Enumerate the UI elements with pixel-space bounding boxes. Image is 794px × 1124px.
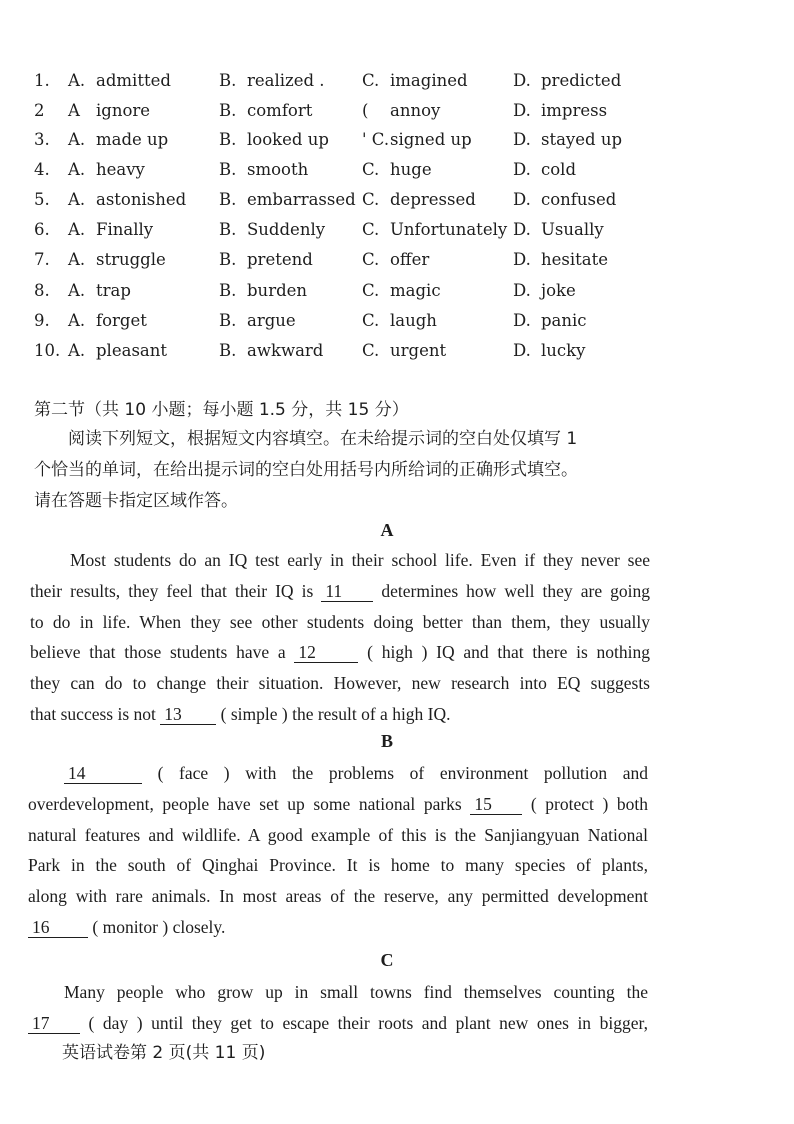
option-letter: B. bbox=[219, 311, 237, 330]
question-number: 9. bbox=[34, 311, 50, 330]
passage-c bbox=[28, 977, 648, 1039]
passage-line: 16 ( monitor ) closely. bbox=[28, 912, 648, 943]
option-a[interactable] bbox=[68, 219, 153, 241]
option-letter: B. bbox=[219, 101, 237, 120]
option-text: struggle bbox=[96, 250, 166, 269]
option-a[interactable] bbox=[68, 100, 150, 122]
question-row bbox=[34, 70, 674, 100]
question-number: 2 bbox=[34, 101, 45, 120]
option-d[interactable] bbox=[513, 70, 621, 92]
option-letter: A. bbox=[68, 71, 86, 90]
option-b[interactable] bbox=[219, 310, 296, 332]
option-text: magic bbox=[390, 281, 441, 300]
question-number: 8. bbox=[34, 281, 50, 300]
option-letter: ( bbox=[362, 101, 369, 120]
option-a[interactable] bbox=[68, 340, 167, 362]
question-number: 1. bbox=[34, 71, 50, 90]
option-text: huge bbox=[390, 160, 432, 179]
option-letter: A. bbox=[68, 160, 86, 179]
option-text: cold bbox=[541, 160, 577, 179]
option-b[interactable] bbox=[219, 100, 312, 122]
option-text: Finally bbox=[96, 220, 154, 239]
option-letter: C. bbox=[362, 281, 380, 300]
question-row bbox=[34, 100, 674, 130]
page-footer: 英语试卷第 2 页(共 11 页) bbox=[62, 1043, 266, 1063]
option-letter: A. bbox=[68, 250, 86, 269]
option-letter: D. bbox=[513, 130, 531, 149]
passage-line: believe that those students have a 12 ( high ) IQ and that there is nothing bbox=[30, 642, 650, 663]
option-c[interactable] bbox=[362, 70, 468, 92]
option-text: imagined bbox=[390, 71, 468, 90]
option-text: offer bbox=[390, 250, 430, 269]
option-a[interactable] bbox=[68, 189, 186, 211]
option-c[interactable] bbox=[362, 129, 472, 151]
option-d[interactable] bbox=[513, 100, 607, 122]
answer-blank-15[interactable]: 15 bbox=[470, 794, 522, 815]
option-text: lucky bbox=[541, 341, 586, 360]
option-d[interactable] bbox=[513, 129, 622, 151]
question-number: 4. bbox=[34, 160, 50, 179]
option-text: hesitate bbox=[541, 250, 608, 269]
option-text: laugh bbox=[390, 311, 437, 330]
option-text: predicted bbox=[541, 71, 622, 90]
option-c[interactable] bbox=[362, 310, 437, 332]
option-letter: D. bbox=[513, 101, 531, 120]
option-text: argue bbox=[247, 311, 296, 330]
option-c[interactable] bbox=[362, 340, 446, 362]
option-letter: C. bbox=[362, 160, 380, 179]
option-letter: C. bbox=[362, 220, 380, 239]
option-a[interactable] bbox=[68, 159, 145, 181]
question-number: 6. bbox=[34, 220, 50, 239]
option-b[interactable] bbox=[219, 219, 325, 241]
option-text: burden bbox=[247, 281, 308, 300]
option-a[interactable] bbox=[68, 70, 171, 92]
option-d[interactable] bbox=[513, 280, 576, 302]
passage-line: that success is not 13 ( simple ) the result of a high IQ. bbox=[30, 703, 451, 724]
option-letter: D. bbox=[513, 190, 531, 209]
question-row bbox=[34, 280, 674, 310]
option-c[interactable] bbox=[362, 249, 429, 271]
option-text: confused bbox=[541, 190, 617, 209]
passage-line: they can do to change their situation. However, new research into EQ suggests bbox=[30, 673, 650, 694]
option-text: urgent bbox=[390, 341, 447, 360]
option-a[interactable] bbox=[68, 129, 168, 151]
option-text: comfort bbox=[247, 101, 313, 120]
question-row bbox=[34, 189, 674, 219]
option-letter: C. bbox=[362, 311, 380, 330]
option-d[interactable] bbox=[513, 159, 576, 181]
option-letter: D. bbox=[513, 71, 531, 90]
option-letter: B. bbox=[219, 160, 237, 179]
option-text: smooth bbox=[247, 160, 309, 179]
passage-line: to do in life. When they see other students doing better than them, they usually bbox=[30, 611, 650, 632]
passage-line: Most students do an IQ test early in their school life. Even if they never see bbox=[70, 550, 650, 570]
instruction-line: 阅读下列短文，根据短文内容填空。在未给提示词的空白处仅填写 1 bbox=[68, 429, 578, 449]
passage-c-label: C bbox=[380, 950, 394, 970]
option-text: heavy bbox=[96, 160, 145, 179]
passage-a-label: A bbox=[380, 520, 394, 540]
passage-b-label: B bbox=[380, 731, 393, 751]
option-c[interactable] bbox=[362, 219, 507, 241]
option-letter: A bbox=[68, 101, 80, 120]
option-text: signed up bbox=[390, 130, 472, 149]
option-text: trap bbox=[96, 281, 131, 300]
option-b[interactable] bbox=[219, 129, 329, 151]
option-letter: A. bbox=[68, 281, 86, 300]
option-text: annoy bbox=[390, 101, 441, 120]
option-letter: A. bbox=[68, 190, 86, 209]
option-letter: C. bbox=[362, 250, 380, 269]
option-text: looked up bbox=[247, 130, 329, 149]
option-letter: D. bbox=[513, 311, 531, 330]
option-letter: A. bbox=[68, 311, 86, 330]
section-heading: 第二节（共 10 小题；每小题 1.5 分，共 15 分） bbox=[34, 400, 409, 420]
option-b[interactable] bbox=[219, 249, 313, 271]
option-letter: B. bbox=[219, 341, 237, 360]
answer-blank-12[interactable]: 12 bbox=[294, 642, 358, 663]
question-number: 7. bbox=[34, 250, 50, 269]
option-text: joke bbox=[541, 281, 576, 300]
option-letter: B. bbox=[219, 281, 237, 300]
option-text: made up bbox=[96, 130, 169, 149]
question-row bbox=[34, 219, 674, 249]
option-text: stayed up bbox=[541, 130, 623, 149]
option-text: realized . bbox=[247, 71, 325, 90]
passage-line: along with rare animals. In most areas of the reserve, any permitted development bbox=[28, 886, 648, 907]
instruction-line: 个恰当的单词，在给出提示词的空白处用括号内所给词的正确形式填空。 bbox=[34, 460, 578, 480]
answer-blank-14[interactable]: 14 bbox=[64, 763, 142, 784]
passage-a bbox=[30, 545, 650, 730]
option-text: impress bbox=[541, 101, 608, 120]
option-b[interactable] bbox=[219, 280, 307, 302]
passage-line: Many people who grow up in small towns find themselves counting the bbox=[64, 982, 648, 1002]
instruction-line: 请在答题卡指定区域作答。 bbox=[34, 491, 238, 511]
option-a[interactable] bbox=[68, 249, 166, 271]
option-letter: D. bbox=[513, 341, 531, 360]
option-b[interactable] bbox=[219, 189, 356, 211]
option-letter: ' C. bbox=[362, 130, 390, 149]
option-letter: C. bbox=[362, 71, 380, 90]
option-text: awkward bbox=[247, 341, 324, 360]
option-c[interactable] bbox=[362, 189, 476, 211]
option-text: ignore bbox=[96, 101, 151, 120]
option-d[interactable] bbox=[513, 189, 616, 211]
answer-blank-13[interactable]: 13 bbox=[160, 704, 216, 725]
option-text: admitted bbox=[96, 71, 171, 90]
option-text: Usually bbox=[541, 220, 604, 239]
option-d[interactable] bbox=[513, 340, 585, 362]
option-d[interactable] bbox=[513, 219, 604, 241]
option-letter: B. bbox=[219, 71, 237, 90]
question-number: 10. bbox=[34, 341, 61, 360]
passage-line: 17 ( day ) until they get to escape their roots and plant new ones in bigger, bbox=[28, 1008, 648, 1039]
question-row bbox=[34, 249, 674, 279]
option-letter: D. bbox=[513, 160, 531, 179]
passage-line: Park in the south of Qinghai Province. It is home to many species of plants, bbox=[28, 855, 648, 876]
option-letter: A. bbox=[68, 130, 86, 149]
option-a[interactable] bbox=[68, 310, 147, 332]
question-row bbox=[34, 159, 674, 189]
option-a[interactable] bbox=[68, 280, 131, 302]
option-text: depressed bbox=[390, 190, 476, 209]
option-b[interactable] bbox=[219, 70, 325, 92]
option-letter: D. bbox=[513, 250, 531, 269]
question-number: 5. bbox=[34, 190, 50, 209]
question-row bbox=[34, 129, 674, 159]
section-instructions bbox=[34, 424, 654, 517]
option-text: forget bbox=[96, 311, 147, 330]
option-letter: B. bbox=[219, 130, 237, 149]
option-c[interactable] bbox=[362, 100, 440, 122]
option-c[interactable] bbox=[362, 159, 432, 181]
option-letter: A. bbox=[68, 220, 86, 239]
option-text: astonished bbox=[96, 190, 187, 209]
option-letter: B. bbox=[219, 220, 237, 239]
passage-line: natural features and wildlife. A good example of this is the Sanjiangyuan National bbox=[28, 824, 648, 845]
option-text: Unfortunately bbox=[390, 220, 508, 239]
answer-blank-17[interactable]: 17 bbox=[28, 1013, 80, 1034]
answer-blank-16[interactable]: 16 bbox=[28, 917, 88, 938]
question-row bbox=[34, 340, 674, 370]
option-text: embarrassed bbox=[247, 190, 356, 209]
option-letter: C. bbox=[362, 190, 380, 209]
option-letter: A. bbox=[68, 341, 86, 360]
option-letter: D. bbox=[513, 220, 531, 239]
option-letter: B. bbox=[219, 190, 237, 209]
option-letter: C. bbox=[362, 341, 380, 360]
option-c[interactable] bbox=[362, 280, 441, 302]
option-letter: D. bbox=[513, 281, 531, 300]
option-d[interactable] bbox=[513, 249, 608, 271]
option-text: pleasant bbox=[96, 341, 168, 360]
option-text: panic bbox=[541, 311, 587, 330]
option-b[interactable] bbox=[219, 340, 323, 362]
option-letter: B. bbox=[219, 250, 237, 269]
option-text: Suddenly bbox=[247, 220, 326, 239]
passage-line: overdevelopment, people have set up some national parks 15 ( protect ) both bbox=[28, 793, 648, 814]
passage-line: their results, they feel that their IQ is 11 determines how well they are going bbox=[30, 580, 650, 601]
option-b[interactable] bbox=[219, 159, 308, 181]
answer-blank-11[interactable]: 11 bbox=[321, 581, 373, 602]
question-number: 3. bbox=[34, 130, 50, 149]
option-text: pretend bbox=[247, 250, 313, 269]
question-row bbox=[34, 310, 674, 340]
passage-line: 14 ( face ) with the problems of environment pollution and bbox=[28, 758, 648, 789]
passage-b bbox=[28, 758, 648, 943]
option-d[interactable] bbox=[513, 310, 587, 332]
